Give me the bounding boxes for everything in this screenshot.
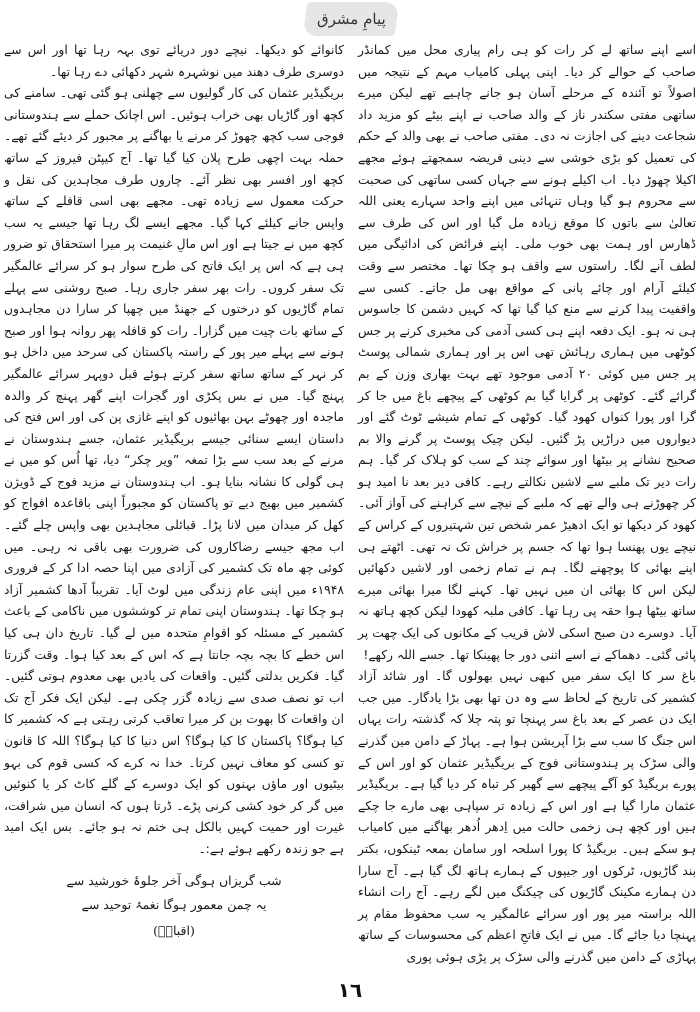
left-column	[4, 40, 344, 943]
page-number: ١٦	[337, 978, 363, 1002]
right-paragraph-1: اسے اپنے ساتھ لے کر رات کو ہی رام پیاری محل میں کمانڈر صاحب کے حوالے کر دیا۔ اپنی پہلی کامیاب مہم کے نتیجہ میں اصولاً تو آئندہ کے مرحلے آسان ہو جانے چاہیے تھے لیکن میرے ساتھی مفتی سکندر ناز کے والد صاحب نے اپنے بیٹے کو مزید داد شجاعت دینے کی اجازت نہ دی۔ مفتی صاحب نے بھی والد کے حکم کی تعمیل کو بڑی خوشی سے دینی فریضہ سمجھتے ہوئے مجھے اکیلا چھوڑ دیا۔ اب اکیلے ہونے سے جہاں کسی ساتھی کی صحبت سے محروم ہو گیا وہاں تنہائی میں اپنے واحد سہارے یعنی اللہ تعالیٰ سے باتوں کا موقع زیادہ مل گیا اور اس کی طرف سے ڈھارس اور ہمت بھی خوب ملی۔ اپنے فرائض کی ادائیگی میں لطف آنے لگا۔ راستوں سے واقف ہو چکا تھا۔ مختصر سے وقت کیلئے آرام اور چائے پانی کے مواقع بھی مل جاتے۔ کسی سے واقفیت پیدا کرنے سے منع کیا گیا تھا کہ کہیں دشمن کا جاسوس ہی نہ ہو۔ ایک دفعہ اپنے ہی کسی آدمی کی مخبری کرنے پر جس کوٹھی میں ہماری رہائش تھی اس پر اور ہماری شمالی پوسٹ پر جس میں کوئی ۲۰ آدمی موجود تھے بہت بھاری وزن کے بم گرائے گئے۔ کوٹھی پر گرایا گیا بم کوٹھی کے پیچھے باغ میں جا کر گرا اور پورا کنواں کھود گیا۔ کوٹھی کے تمام شیشے ٹوٹ گئے اور دیواروں میں دراڑیں پڑ گئیں۔ لیکن چیک پوسٹ پر گرنے والا بم صحیح نشانے پر بیٹھا اور سوائے چند کے سب کو ہلاک کر گیا۔ ہم رات دیر تک ملبے سے لاشیں نکالتے رہے۔ کافی دیر بعد نا امید ہو کر چھوڑنے ہی والے تھے کہ ملبے کے نیچے سے کراہنے کی آواز آئی۔ کھود کر دیکھا تو ایک ادھیڑ عمر شخص تین شہتیروں کے کراس کے نیچے یوں پھنسا ہوا تھا کہ جسم پر خراش تک نہ تھی۔ اٹھتے ہی اپنے بھائی کا پوچھنے لگا۔ ہم نے تمام زخمی اور لاشیں دکھائیں لیکن اس کا بھائی ان میں نہیں تھا۔ کہنے لگا میرا بھائی میرے ساتھ بیٹھا ہوا حقہ پی رہا تھا۔ کافی ملبہ کھودا لیکن کچھ ہاتھ نہ آیا۔ دوسرے دن صبح اسکی لاش قریب کے مکانوں کی ایک چھت پر پائی گئی۔ دھماکے نے اسے اتنی دور جا پھینکا تھا۔ جسے اللہ رکھے!	[358, 43, 696, 662]
couplet-line-2: یہ چمن معمور ہوگا نغمۂ توحید سے	[81, 896, 267, 912]
magazine-title: پیامِ مشرق	[316, 10, 386, 28]
right-column	[358, 40, 696, 969]
couplet-line-1: شب گریزاں ہوگی آخر جلوۂ خورشید سے	[66, 872, 282, 888]
right-paragraph-2: باغ سر کا ایک سفر میں کبھی نہیں بھولوں گا۔ اور شائد آزاد کشمیر کی تاریخ کے لحاظ سے وہ دن تھا بھی بڑا یادگار۔ میں جب ایک دن عصر کے بعد باغ سر پہنچا تو پتہ چلا کہ گذشتہ رات یہاں اس جنگ کا سب سے بڑا آپریشن ہوا ہے۔ پہاڑ کے دامن مین گذرنے والی سڑک پر ہندوستانی فوج کے بریگیڈیر عثمان کو اور اس کے پورے بریگیڈ کو آگے پیچھے سے گھیر کر تباہ کر دیا گیا ہے۔ بریگیڈیر عثمان مارا گیا ہے اور اس کے زیادہ تر سپاہی بھی مارے جا چکے ہیں اور کچھ ہی زخمی حالت میں اِدھر اُدھر بھاگنے میں کامیاب ہو سکے ہیں۔ بریگیڈ کا پورا اسلحہ اور سامان بمعہ ٹینکوں، بکتر بند گاڑیوں، ٹرکوں اور جیپوں کے ہمارے ہاتھ لگ گیا ہے۔ آج سارا دن ہمارے مکینک گاڑیوں کی چیکنگ میں لگے رہے۔ آج رات انشاء اللہ براستہ میر پور اور سرائے عالمگیر یہ سب محفوظ مقام پر پہنچا دیا جائے گا۔ میں نے ایک فاتحِ اعظم کی محسوسات کے ساتھ پہاڑی کے دامن میں گذرنے والی سڑک پر پڑی ہوئی پوری	[358, 669, 696, 964]
poetry-couplet	[4, 869, 344, 943]
left-paragraph-2: بریگیڈیر عثمان کی کار گولیوں سے چھلنی ہو گئی تھی۔ سامنے کی کچھ اور گاڑیاں بھی خراب ہوئیں۔ اس اچانک حملے سے ہندوستانی فوجی سب کچھ چھوڑ کر مرنے یا بھاگنے پر مجبور کر دیئے گئے تھے۔ حملہ بہت اچھی طرح پلان کیا گیا تھا۔ آج کیپٹن فیروز کے ساتھ کچھ اور افسر بھی نظر آئے۔ چاروں طرف مجاہدین کی نقل و حرکت معمول سے زیادہ تھی۔ مجھے بھی اسی قافلے کے ساتھ واپس جانے کیلئے کہا گیا۔ مجھے ایسے لگ رہا تھا جیسے یہ سب کچھ میں نے جیتا ہے اور اس مالِ غنیمت پر میرا استحقاق تو ضرور ہی ہے کہ اس پر ایک فاتح کی طرح سوار ہو کر سرائے عالمگیر تک سفر کروں۔ رات بھر سفر جاری رہا۔ صبح روشنی سے پہلے تمام گاڑیوں کو درختوں کے جھنڈ میں چھپا کر سارا دن مجاہدوں کے ساتھ بات چیت میں گزارا۔ رات کو قافلہ پھر روانہ ہوا اور صبح ہونے سے پہلے میر پور کے راستہ پاکستان کی سرحد میں داخل ہو کر نہر کے ساتھ ساتھ سفر کرتے ہوئے قبل دوپہر سرائے عالمگیر پہنچ گیا۔ میں نے بس پکڑی اور گجرات اپنے گھر پہنچ کر والدہ ماجدہ اور چھوٹے بہن بھائیوں کو اپنے غازی پن کی اور اس فتح کی داستان ایسے سنائی جیسے بریگیڈیر عثمان، جسے ہندوستان نے مرنے کے بعد سب سے بڑا تمغہ ”ویر چکر“ دیا، تھا اُس کو میں نے ہی گولی کا نشانہ بنایا ہو۔ اب ہندوستان نے مزید فوج کے ڈویژن کشمیر میں بھیج دیے تو پاکستان کو مجبوراً اپنی باقاعدہ افواج کو کھل کر میدان میں لانا پڑا۔ قبائلی مجاہدین بھی واپس چلے گئے۔ اب مجھ جیسے رضاکاروں کی ضرورت بھی باقی نہ رہی۔ میں کوئی چھ ماہ تک کشمیر کی آزادی میں اپنا حصہ ادا کر کے فروری ۱۹۴۸ء میں اپنی عام زندگی میں لوٹ آیا۔ تقریباً آدھا کشمیر آزاد ہو چکا تھا۔ ہندوستان اپنی تمام تر کوششوں میں ناکامی کے باعث کشمیر کے مسئلہ کو اقوامِ متحدہ میں لے گیا۔ تاریخ دان ہی کیا اس خطے کا بچہ بچہ جانتا ہے کہ اس کے بعد کیا ہوا۔ وقت گزرتا گیا۔ فکریں بدلتی گئیں۔ واقعات کی یادیں بھی معدوم ہوتی گئیں۔ اب تو نصف صدی سے زیادہ گزر چکی ہے۔ لیکن ایک فکر آج تک ان واقعات کا بھوت بن کر میرا تعاقب کرتی رہتی ہے کہ کشمیر کا کیا ہوگا؟ پاکستان کا کیا ہوگا؟ اس دنیا کا کیا ہوگا؟ اللہ کا قانون تو کسی کو معاف نہیں کرتا۔ خدا نہ کرے کہ کسی قوم کی بہو بیٹیوں اور ماؤں بہنوں کو ایک دوسرے کے گلے کاٹ کر یا کنوئیں میں گر کر خود کشی کرنی پڑے۔ ڈرتا ہوں کہ انسان میں شرافت، غیرت اور حمیت کہیں بالکل ہی ختم نہ ہو جائے۔ بس ایک امید ہے جو زندہ رکھے ہوئے ہے:۔	[4, 86, 344, 856]
magazine-header-banner	[303, 2, 400, 36]
left-paragraph-1: کانوائے کو دیکھا۔ نیچے دور دریائے توی بہہ رہا تھا اور اس سے دوسری طرف دھند میں نوشہرہ شہر دکھائی دے رہا تھا۔	[4, 43, 344, 79]
couplet-attribution: (اقبالؒ)	[153, 922, 195, 938]
